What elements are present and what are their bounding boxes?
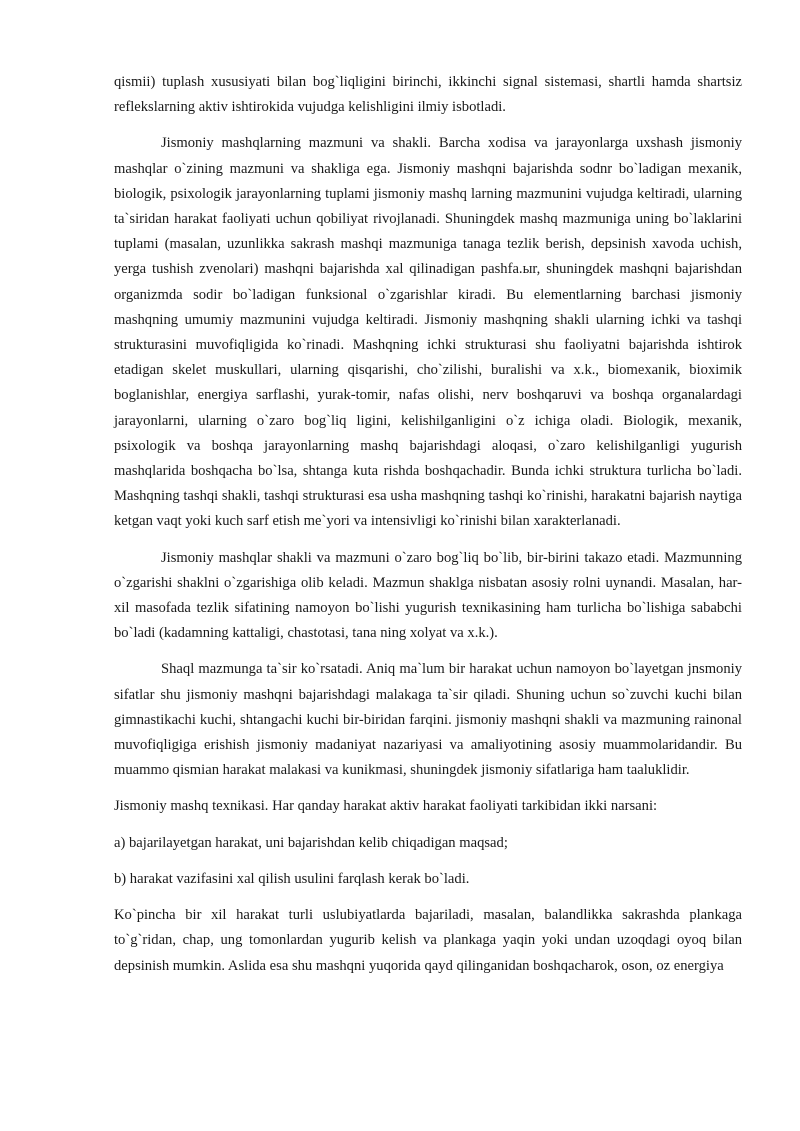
list-item-a: a) bajarilayetgan harakat, uni bajarishdan kelib chiqadigan maqsad;	[114, 834, 508, 851]
paragraph-8: Ko`pincha bir xil harakat turli uslubiyatlarda bajariladi, masalan, balandlikka sakrashda plankaga to`g`ridan, chap, ung tomonlardan yugurib kelish va plankaga yaqin yoki undan uzoqdagi oyoq bilan depsinish mumkin. Aslida esa shu mashqni yuqorida qayd qilinganidan boshqacharok, oson, oz energiya	[114, 907, 742, 974]
paragraph-4: Shaql mazmunga ta`sir ko`rsatadi. Aniq ma`lum bir harakat uchun namoyon bo`layetgan jnsmoniy sifatlar shu jismoniy mashqni bajarishdagi malakaga ta`sir qiladi. Shuning uchun so`zuvchi kuchi bilan gimnastikachi kuchi, shtangachi kuchi bir-biridan farqini. jismoniy mashqni shakli va mazmuning rainonal muvofiqligiga erishish jismoniy madaniyat nazariyasi va amaliyotining asosiy muammolaridandir. Bu muammo qismian harakat malakasi va kunikmasi, shuningdek jismoniy sifatlariga ham taaluklidir.	[114, 661, 742, 779]
paragraph-3: Jismoniy mashqlar shakli va mazmuni o`zaro bog`liq bo`lib, bir-birini takazo etadi. Mazmunning o`zgarishi shaklni o`zgarishiga olib keladi. Mazmun shaklga nisbatan asosiy rolni uynandi. Masalan, har-xil masofada tezlik sifatining namoyon bo`lishi yugurish texnikasining ham turlicha bo`lishiga sababchi bo`ladi (kadamning kattaligi, chastotasi, tana ning xolyat va x.k.).	[114, 549, 742, 642]
list-item-b: b) harakat vazifasini xal qilish usulini farqlash kerak bo`ladi.	[114, 870, 470, 887]
document-page	[114, 70, 742, 990]
paragraph-5: Jismoniy mashq texnikasi. Har qanday harakat aktiv harakat faoliyati tarkibidan ikki narsani:	[114, 798, 658, 815]
paragraph-2: Jismoniy mashqlarning mazmuni va shakli. Barcha xodisa va jarayonlarga uxshash jismoniy mashqlar o`zining mazmuni va shakliga ega. Jismoniy mashqni bajarishda sodnr bo`ladigan mexanik, biologik, psixologik jarayonlarning tuplami jismoniy mashq larning mazmunini vujudga keltiradi, ularning ta`siridan harakat faoliyati uchun qobiliyat rivojlanadi. Shuningdek mashq mazmuniga uning bo`laklarini tuplami (masalan, uzunlikka sakrash mashqi mazmuniga tanaga tezlik berish, depsinish xavoda uchish, yerga tushish zvenolari) mashqni bajarishda xal qilinadigan pashfa.ыr, shuningdek mashqni bajarishdan organizmda sodir bo`ladigan funksional o`zgarishlar kiradi. Bu elementlarning barchasi jismoniy mashqning umumiy mazmunini vujudga keltiradi. Jismoniy mashqning shakli ularning ichki va tashqi strukturasini muvofiqligida ko`rinadi. Mashqning ichki strukturasi shu faoliyatni bajarishda ishtirok etadigan skelet muskullari, ularning qisqarishi, cho`zilishi, buralishi va x.k., biomexanik, bioximik boglanishlar, energiya sarflashi, yurak-tomir, nafas olishi, nerv boshqaruvi va boshqa organalardagi jarayonlarni, ularning o`zaro bog`liq ligini, kelishilganligini o`z ichiga oladi. Biologik, mexanik, psixologik va boshqa jarayonlarning mashq bajarishdagi aloqasi, o`zaro kelishilganligi yugurish mashqlarida boshqacha bo`lsa, shtanga kuta rishda boshqachadir. Bunda ichki struktura turlicha bo`ladi. Mashqning tashqi shakli, tashqi strukturasi esa usha mashqning tashqi ko`rinishi, harakatni bajarish naytiga ketgan vaqt yoki kuch sarf etish me`yori va intensivligi ko`rinishi bilan xarakterlanadi.	[114, 135, 742, 530]
paragraph-1: qismii) tuplash xususiyati bilan bog`liqligini birinchi, ikkinchi signal sistemasi, shartli hamda shartsiz reflekslarning aktiv ishtirokida vujudga kelishligini ilmiy isbotladi.	[114, 74, 742, 116]
